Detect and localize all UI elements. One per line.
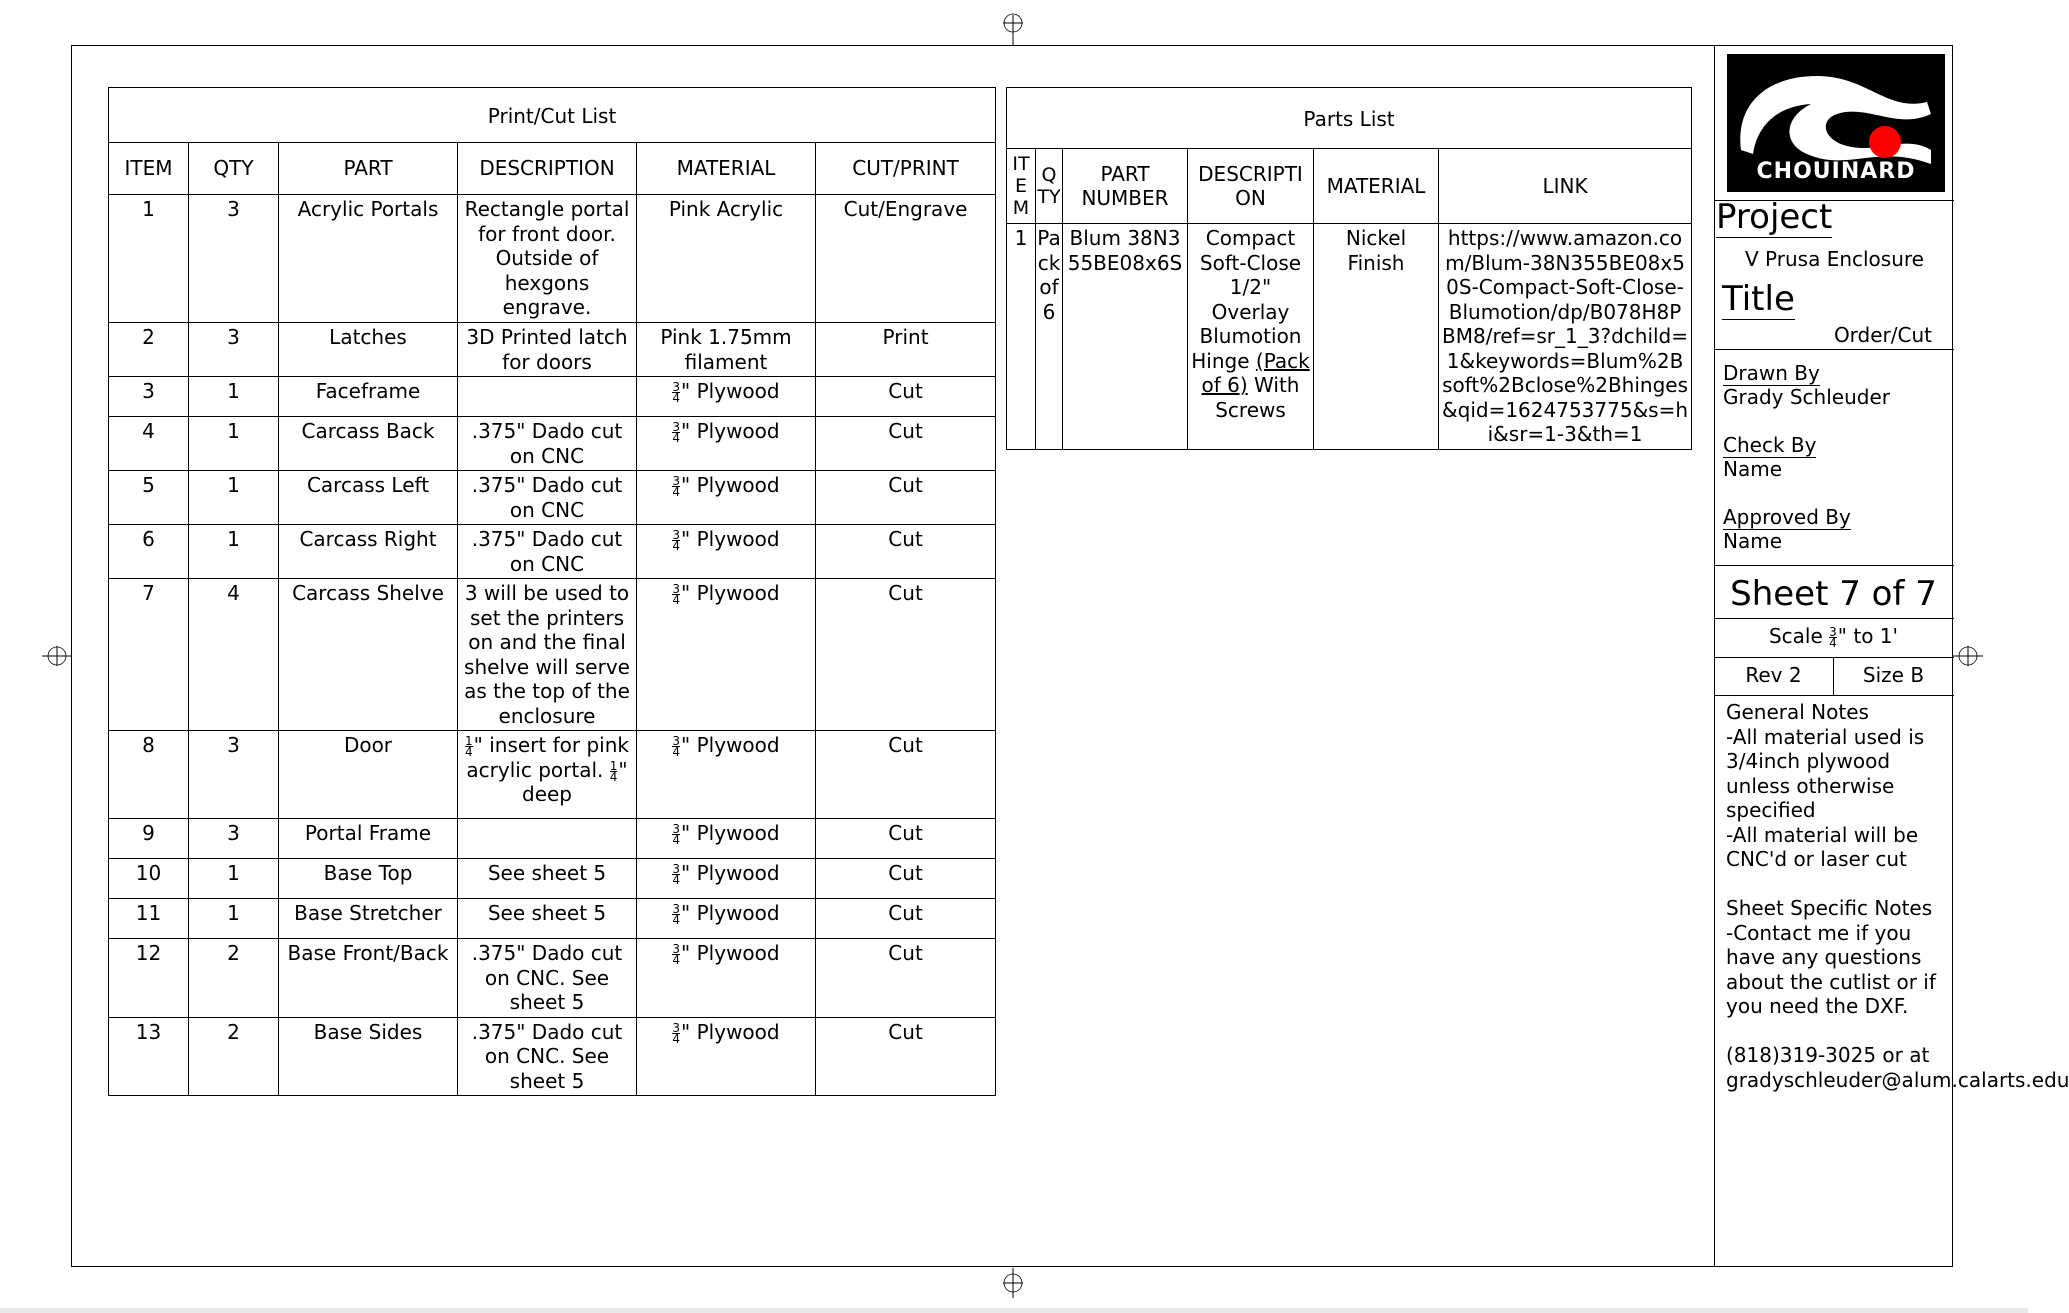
cell-qty: 2 (189, 1017, 279, 1096)
cell-item: 9 (109, 819, 189, 859)
cell-part: Carcass Back (279, 417, 458, 471)
fraction: $\frac{3}{4}$ (672, 734, 681, 759)
check-by-value: Name (1723, 457, 1783, 481)
cell-item: 7 (109, 579, 189, 731)
title-label: Title (1722, 279, 1795, 319)
chouinard-logo (1727, 54, 1945, 192)
column-header-part: PART (279, 143, 458, 195)
cell-cut-print: Cut (816, 579, 996, 731)
cell-cut-print: Cut (816, 859, 996, 899)
cell-item: 6 (109, 525, 189, 579)
revision: Rev 2 (1745, 663, 1802, 687)
cell-qty: 3 (189, 195, 279, 323)
cell-link[interactable]: https://www.amazon.com/Blum-38N355BE08x50S-Compact-Soft-Close-Blumotion/dp/B078H8PBM8/ref=sr_1_3?dchild=1&keywords=Blum%2Bsoft%2Bclose%2Bhinges&qid=1624753775&s=hi&sr=1-3&th=1 (1439, 224, 1692, 450)
cell-part: Base Sides (279, 1017, 458, 1096)
cell-description: .375" Dado cut on CNC. See sheet 5 (458, 1017, 637, 1096)
table-row (109, 939, 996, 1018)
fraction: $\frac{3}{4}$ (672, 380, 681, 405)
cell-material: Pink Acrylic (637, 195, 816, 323)
cell-material: $\frac{3}{4}$ " Plywood (637, 377, 816, 417)
table-row (109, 859, 996, 899)
approved-by-label: Approved By (1723, 505, 1851, 529)
check-by-label: Check By (1723, 433, 1817, 457)
cell-qty: 3 (189, 731, 279, 819)
sheet-number: Sheet 7 of 7 (1730, 574, 1937, 614)
print-cut-list-table (108, 87, 996, 1096)
crosshair-right-icon (1953, 641, 1983, 671)
cell-description: .375" Dado cut on CNC (458, 417, 637, 471)
cell-qty: 1 (189, 525, 279, 579)
table-row (1007, 224, 1692, 450)
cell-description: .375" Dado cut on CNC. See sheet 5 (458, 939, 637, 1018)
scale-text: Scale $\frac{3}{4}$ " to 1' (1768, 624, 1899, 650)
cell-part: Latches (279, 323, 458, 377)
table-row (109, 323, 996, 377)
cell-qty: 3 (189, 819, 279, 859)
cell-item: 5 (109, 471, 189, 525)
column-header-qty: QTY (1036, 149, 1063, 224)
cell-part-number: Blum 38N355BE08x6S (1063, 224, 1188, 450)
paper-size: Size B (1862, 663, 1925, 687)
cell-description: See sheet 5 (458, 859, 637, 899)
cell-cut-print: Cut (816, 525, 996, 579)
cell-description: 3D Printed latch for doors (458, 323, 637, 377)
cell-item: 11 (109, 899, 189, 939)
cell-qty: 1 (189, 417, 279, 471)
table-row (109, 1017, 996, 1096)
cell-material: $\frac{3}{4}$ " Plywood (637, 899, 816, 939)
cell-qty: 1 (189, 899, 279, 939)
cell-item: 12 (109, 939, 189, 1018)
cell-item: 3 (109, 377, 189, 417)
fraction: $\frac{3}{4}$ (672, 582, 681, 607)
fraction: $\frac{3}{4}$ (672, 474, 681, 499)
drawn-by-value: Grady Schleuder (1723, 385, 1890, 409)
cell-item: 4 (109, 417, 189, 471)
cell-qty: 2 (189, 939, 279, 1018)
column-header-description: DESCRIPTION (1188, 149, 1314, 224)
column-header-material: MATERIAL (1314, 149, 1439, 224)
column-header-item: ITEM (109, 143, 189, 195)
cell-part: Door (279, 731, 458, 819)
cell-qty: Pack of 6 (1036, 224, 1063, 450)
cell-material: $\frac{3}{4}$ " Plywood (637, 1017, 816, 1096)
print-cut-list-title: Print/Cut List (109, 88, 996, 143)
cell-item: 10 (109, 859, 189, 899)
cell-qty: 4 (189, 579, 279, 731)
cell-cut-print: Print (816, 323, 996, 377)
column-header-description: DESCRIPTION (458, 143, 637, 195)
cell-cut-print: Cut (816, 819, 996, 859)
pack-of-6-link[interactable]: (Pack of 6) (1201, 348, 1310, 397)
cell-item: 1 (109, 195, 189, 323)
table-row (109, 377, 996, 417)
cell-cut-print: Cut (816, 939, 996, 1018)
fraction: $\frac{3}{4}$ (672, 528, 681, 553)
fraction: $\frac{3}{4}$ (672, 942, 681, 967)
parts-list-title: Parts List (1007, 88, 1692, 149)
cell-material: Pink 1.75mm filament (637, 323, 816, 377)
column-header-material: MATERIAL (637, 143, 816, 195)
fraction: $\frac{1}{4}$ (465, 734, 473, 759)
cell-description (458, 819, 637, 859)
column-header-qty: QTY (189, 143, 279, 195)
cell-part: Carcass Left (279, 471, 458, 525)
cell-cut-print: Cut (816, 731, 996, 819)
cell-part: Portal Frame (279, 819, 458, 859)
approved-by-value: Name (1723, 529, 1783, 553)
cell-qty: 3 (189, 323, 279, 377)
title-value: Order/Cut (1833, 323, 1932, 347)
cell-material: $\frac{3}{4}$ " Plywood (637, 859, 816, 899)
cell-part: Carcass Right (279, 525, 458, 579)
cell-part: Acrylic Portals (279, 195, 458, 323)
cell-material: $\frac{3}{4}$ " Plywood (637, 471, 816, 525)
cell-material: $\frac{3}{4}$ " Plywood (637, 525, 816, 579)
column-header-part-number: PART NUMBER (1063, 149, 1188, 224)
notes-text: General Notes -All material used is 3/4inch plywood unless otherwise specified -All material will be CNC'd or laser cut Sheet Specific Notes -Contact me if you have any questions about the cutlist or if you need the DXF. (818)319-3025 or at gradyschleuder@alum.calarts.edu (1726, 700, 2069, 1092)
cell-material: $\frac{3}{4}$ " Plywood (637, 819, 816, 859)
fraction: $\frac{3}{4}$ (672, 420, 681, 445)
cell-description: 3 will be used to set the printers on and the final shelve will serve as the top of the enclosure (458, 579, 637, 731)
table-row (109, 417, 996, 471)
cell-cut-print: Cut (816, 899, 996, 939)
cell-material: $\frac{3}{4}$ " Plywood (637, 417, 816, 471)
cell-qty: 1 (189, 471, 279, 525)
cell-description: .375" Dado cut on CNC (458, 525, 637, 579)
cell-cut-print: Cut (816, 417, 996, 471)
cell-material: $\frac{3}{4}$ " Plywood (637, 939, 816, 1018)
cell-material: Nickel Finish (1314, 224, 1439, 450)
fraction: $\frac{3}{4}$ (672, 822, 681, 847)
cell-description: .375" Dado cut on CNC (458, 471, 637, 525)
table-row (109, 195, 996, 323)
cell-qty: 1 (189, 377, 279, 417)
cell-description: Rectangle portal for front door. Outside of hexgons engrave. (458, 195, 637, 323)
cell-item: 1 (1007, 224, 1036, 450)
fraction: $\frac{3}{4}$ (672, 862, 681, 887)
fraction: $\frac{3}{4}$ (1829, 625, 1837, 650)
cell-description: $\frac{1}{4}$ " insert for pink acrylic portal. $\frac{1}{4}$ " deep (458, 731, 637, 819)
fraction: $\frac{1}{4}$ (609, 758, 618, 784)
cell-material: $\frac{3}{4}$ " Plywood (637, 579, 816, 731)
table-row (109, 471, 996, 525)
cell-qty: 1 (189, 859, 279, 899)
table-row (109, 731, 996, 819)
project-value: V Prusa Enclosure (1745, 247, 1924, 271)
cell-part: Base Top (279, 859, 458, 899)
column-header-link: LINK (1439, 149, 1692, 224)
cell-material: $\frac{3}{4}$ " Plywood (637, 731, 816, 819)
fraction: $\frac{3}{4}$ (672, 902, 681, 927)
fraction: $\frac{3}{4}$ (672, 1020, 681, 1046)
crosshair-bottom-icon (998, 1268, 1028, 1298)
cell-part: Base Stretcher (279, 899, 458, 939)
parts-list-table (1006, 87, 1692, 450)
cell-cut-print: Cut/Engrave (816, 195, 996, 323)
cell-item: 13 (109, 1017, 189, 1096)
table-row (109, 899, 996, 939)
cell-description: See sheet 5 (458, 899, 637, 939)
cell-cut-print: Cut (816, 471, 996, 525)
cell-item: 8 (109, 731, 189, 819)
cell-description: Compact Soft-Close 1/2" Overlay Blumotion Hinge (Pack of 6) With Screws (1188, 224, 1314, 450)
column-header-cut-print: CUT/PRINT (816, 143, 996, 195)
cell-description (458, 377, 637, 417)
crosshair-top-icon (998, 15, 1028, 45)
crosshair-left-icon (42, 641, 72, 671)
cell-item: 2 (109, 323, 189, 377)
project-label: Project (1716, 197, 1833, 237)
cell-part: Base Front/Back (279, 939, 458, 1018)
page-bottom-strip (0, 1308, 2028, 1313)
table-row (109, 579, 996, 731)
logo-wordmark: CHOUINARD (1756, 159, 1916, 184)
cell-part: Faceframe (279, 377, 458, 417)
cell-cut-print: Cut (816, 377, 996, 417)
cell-cut-print: Cut (816, 1017, 996, 1096)
table-row (109, 819, 996, 859)
drawn-by-label: Drawn By (1723, 361, 1820, 385)
table-row (109, 525, 996, 579)
cell-part: Carcass Shelve (279, 579, 458, 731)
column-header-item: ITEM (1007, 149, 1036, 224)
